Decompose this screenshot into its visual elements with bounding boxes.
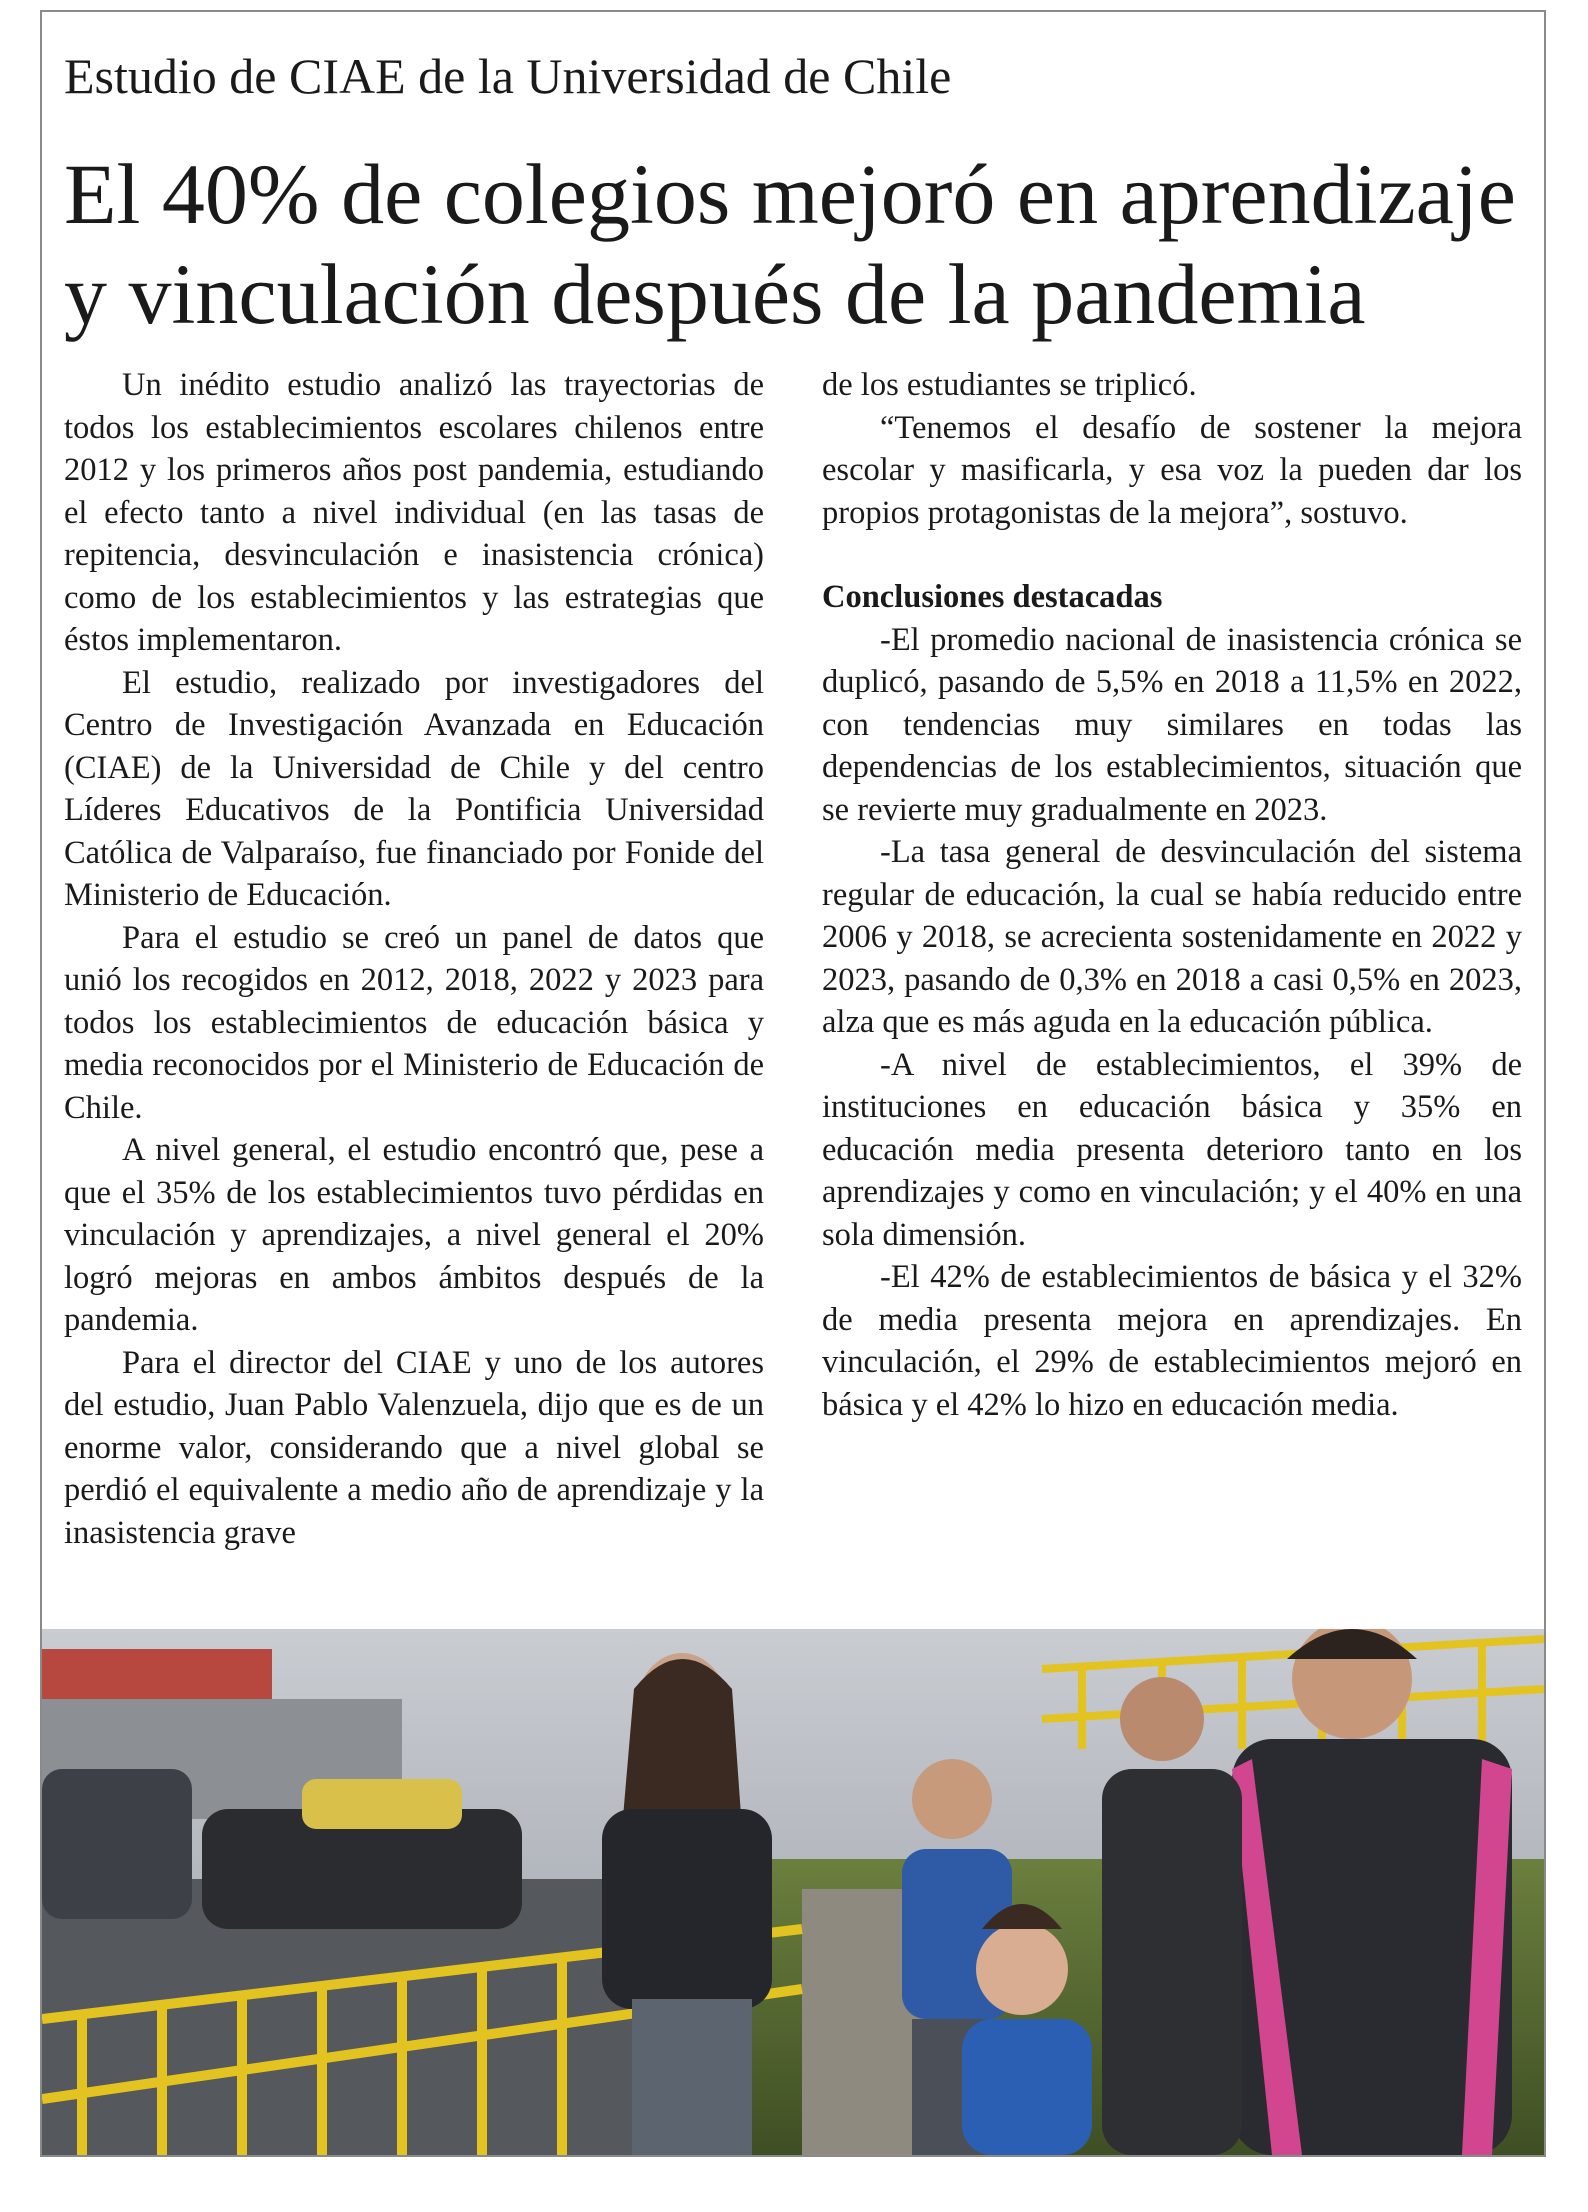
conclusion-item: -El promedio nacional de inasistencia crónica se duplicó, pasando de 5,5% en 2018 a 11,5% en 2022, con tendencias muy similares en todas las dependencias de los establecimientos, situación que se revierte muy gradualmente en 2023. <box>822 621 1522 828</box>
article-photo <box>42 1629 1544 2155</box>
conclusion-item: -A nivel de establecimientos, el 39% de instituciones en educación básica y 35% en educación media presenta deterioro tanto en los aprendizajes y como en vinculación; y el 40% en una sola dimensión. <box>822 1046 1522 1253</box>
body-paragraph: “Tenemos el desafío de sostener la mejora escolar y masificarla, y esa voz la pueden dar los propios protagonistas de la mejora”, sostuvo. <box>822 409 1522 531</box>
body-paragraph-continued: de los estudiantes se triplicó. <box>822 367 1197 403</box>
body-paragraph: Para el director del CIAE y uno de los autores del estudio, Juan Pablo Valenzuela, dijo que es de un enorme valor, considerando que a nivel global se perdió el equivalente a medio año de aprendizaje y la inasistencia grave <box>64 1344 764 1551</box>
body-column-right <box>822 364 1522 1426</box>
conclusion-item: -La tasa general de desvinculación del sistema regular de educación, la cual se había reducido entre 2006 y 2018, se acrecienta sostenidamente en 2022 y 2023, pasando de 0,3% en 2018 a casi 0,5% en 2023, alza que es más aguda en la educación pública. <box>822 834 1522 1040</box>
article-headline <box>64 144 1524 344</box>
body-paragraph: Un inédito estudio analizó las trayectorias de todos los establecimientos escolares chilenos entre 2012 y los primeros años post pandemia, estudiando el efecto tanto a nivel individual (en las tasas de repitencia, desvinculación e inasistencia crónica) como de los establecimientos y las estrategias que éstos implementaron. <box>64 367 764 658</box>
section-gap <box>822 534 1522 576</box>
body-paragraph: El estudio, realizado por investigadores del Centro de Investigación Avanzada en Educación (CIAE) de la Universidad de Chile y del centro Líderes Educativos de la Pontificia Universidad Católica de Valparaíso, fue financiado por Fonide del Ministerio de Educación. <box>64 664 764 913</box>
section-subheading: Conclusiones destacadas <box>822 579 1163 615</box>
body-paragraph: A nivel general, el estudio encontró que, pese a que el 35% de los establecimientos tuvo pérdidas en vinculación y aprendizajes, a nivel general el 20% logró mejoras en ambos ámbitos después de la pandemia. <box>64 1132 764 1338</box>
headline-line-1: El 40% de colegios mejoró en aprendizaje <box>64 146 1516 242</box>
body-paragraph: Para el estudio se creó un panel de datos que unió los recogidos en 2012, 2018, 2022 y 2023 para todos los establecimientos de educación básica y media reconocidos por el Ministerio de Educación de Chile. <box>64 919 764 1126</box>
headline-line-2: y vinculación después de la pandemia <box>64 246 1366 342</box>
article-frame <box>40 10 1546 2157</box>
body-column-left <box>64 364 764 1554</box>
article-kicker: Estudio de CIAE de la Universidad de Chile <box>64 48 952 104</box>
conclusion-item: -El 42% de establecimientos de básica y el 32% de media presenta mejora en aprendizajes. En vinculación, el 29% de establecimientos mejoró en básica y el 42% lo hizo en educación media. <box>822 1259 1522 1423</box>
students-walking-photo <box>42 1629 1544 2155</box>
